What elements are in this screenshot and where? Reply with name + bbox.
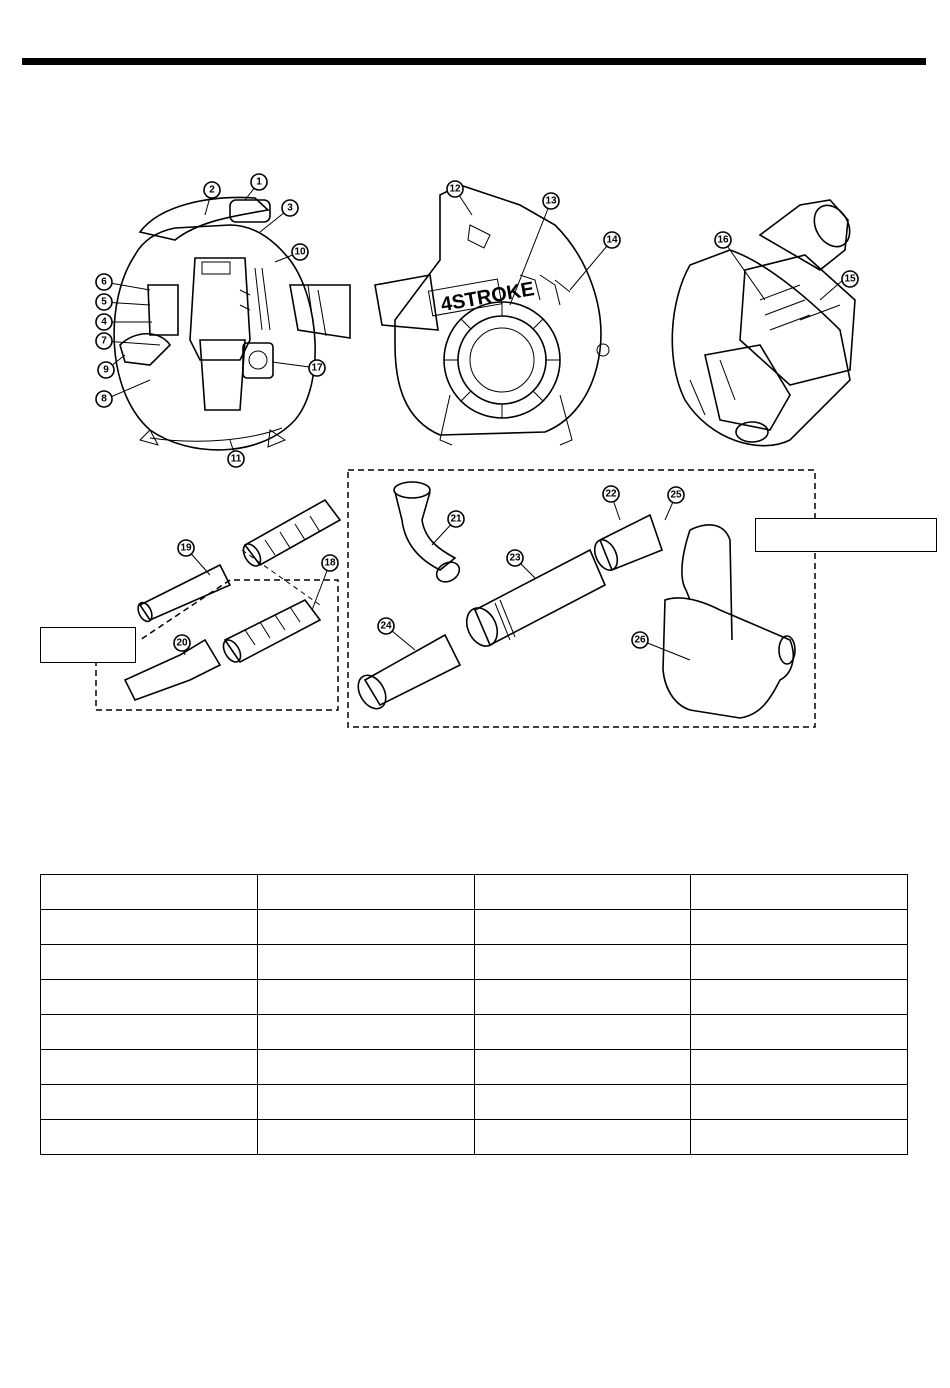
- table-cell: [41, 1120, 258, 1155]
- vacuum-kit: [348, 470, 815, 727]
- callout-20: [174, 635, 190, 651]
- callout-25: [668, 487, 684, 503]
- table-cell: [41, 980, 258, 1015]
- callout-14: [604, 232, 620, 248]
- svg-text:18: 18: [324, 557, 336, 569]
- svg-text:1: 1: [256, 176, 262, 188]
- table-cell: [474, 875, 691, 910]
- table-cell: [691, 980, 908, 1015]
- table-row: [41, 1015, 908, 1050]
- parts-table: [40, 874, 908, 1155]
- svg-text:25: 25: [670, 489, 682, 501]
- table-row: [41, 1050, 908, 1085]
- svg-text:10: 10: [294, 246, 306, 258]
- table-row: [41, 1120, 908, 1155]
- svg-text:6: 6: [101, 276, 107, 288]
- svg-text:15: 15: [844, 273, 856, 285]
- callout-26: [632, 632, 648, 648]
- table-cell: [257, 1085, 474, 1120]
- callout-24: [378, 618, 394, 634]
- callout-10: [292, 244, 308, 260]
- table-cell: [41, 875, 258, 910]
- table-cell: [474, 910, 691, 945]
- svg-text:4: 4: [101, 316, 107, 328]
- callout-23: [507, 550, 523, 566]
- table-cell: [474, 1085, 691, 1120]
- callout-1: [251, 174, 267, 190]
- table-cell: [257, 980, 474, 1015]
- table-cell: [41, 945, 258, 980]
- table-cell: [691, 945, 908, 980]
- callout-2: [204, 182, 220, 198]
- svg-text:22: 22: [605, 488, 617, 500]
- svg-text:12: 12: [449, 183, 461, 195]
- callout-8: [96, 391, 112, 407]
- table-cell: [257, 1015, 474, 1050]
- svg-text:26: 26: [634, 634, 646, 646]
- svg-text:19: 19: [180, 542, 192, 554]
- svg-text:5: 5: [101, 296, 107, 308]
- optional-accessories-label-box: [755, 518, 937, 552]
- callout-4: [96, 314, 112, 330]
- callout-9: [98, 362, 114, 378]
- svg-text:16: 16: [717, 234, 729, 246]
- callout-5: [96, 294, 112, 310]
- callout-7: [96, 333, 112, 349]
- table-cell: [474, 1120, 691, 1155]
- table-cell: [41, 910, 258, 945]
- table-row: [41, 945, 908, 980]
- svg-text:9: 9: [103, 364, 109, 376]
- table-cell: [691, 910, 908, 945]
- nozzle-kit: [96, 500, 340, 710]
- table-row: [41, 1085, 908, 1120]
- table-cell: [41, 1050, 258, 1085]
- callout-17: [309, 360, 325, 376]
- table-cell: [474, 945, 691, 980]
- table-cell: [257, 875, 474, 910]
- table-cell: [474, 1015, 691, 1050]
- table-cell: [691, 1015, 908, 1050]
- svg-text:3: 3: [287, 202, 293, 214]
- svg-text:21: 21: [450, 513, 462, 525]
- table-cell: [691, 1120, 908, 1155]
- table-row: [41, 980, 908, 1015]
- table-cell: [691, 1085, 908, 1120]
- table-cell: [691, 875, 908, 910]
- svg-text:2: 2: [209, 184, 215, 196]
- blower-front-view: [114, 197, 350, 449]
- callout-3: [282, 200, 298, 216]
- table-cell: [41, 1085, 258, 1120]
- callout-21: [448, 511, 464, 527]
- blower-side-view: [672, 199, 857, 446]
- table-cell: [257, 1120, 474, 1155]
- table-row: [41, 910, 908, 945]
- svg-text:23: 23: [509, 552, 521, 564]
- svg-text:11: 11: [230, 453, 242, 465]
- callout-22: [603, 486, 619, 502]
- callout-13: [543, 193, 559, 209]
- table-cell: [41, 1015, 258, 1050]
- callout-12: [447, 181, 463, 197]
- svg-text:13: 13: [545, 195, 557, 207]
- callout-6: [96, 274, 112, 290]
- svg-text:17: 17: [311, 362, 323, 374]
- blower-back-view: [375, 185, 609, 445]
- table-cell: [474, 1050, 691, 1085]
- svg-text:20: 20: [176, 637, 188, 649]
- svg-text:8: 8: [101, 393, 107, 405]
- table-cell: [474, 980, 691, 1015]
- callout-11: [228, 451, 244, 467]
- logo-4stroke: 4STROKE: [439, 278, 537, 317]
- callout-16: [715, 232, 731, 248]
- svg-text:24: 24: [380, 620, 392, 632]
- nozzle-group-label-box: [40, 627, 136, 663]
- table-cell: [691, 1050, 908, 1085]
- callout-18: [322, 555, 338, 571]
- table-row: [41, 875, 908, 910]
- table-cell: [257, 945, 474, 980]
- callout-19: [178, 540, 194, 556]
- table-cell: [257, 1050, 474, 1085]
- table-cell: [257, 910, 474, 945]
- leader-lines: [104, 182, 843, 660]
- svg-text:14: 14: [606, 234, 618, 246]
- callout-15: [842, 271, 858, 287]
- svg-text:7: 7: [101, 335, 107, 347]
